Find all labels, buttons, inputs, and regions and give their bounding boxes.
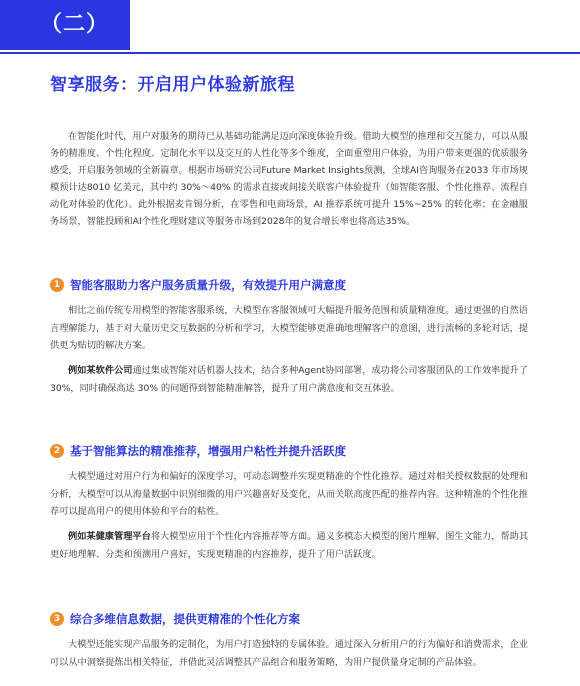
subsection-1-paragraph-1: 相比之前传统专用模型的智能客服系统，大模型在客服领域可大幅提升服务范围和质量精准度。通过更强的自然语言理解能力，基于对大量历史交互数据的分析和学习，大模型能够更准确地理解客户的意图，进行流畅的多轮对话，提供更为贴切的解决方案。	[50, 305, 528, 351]
subsection-heading-1	[50, 276, 346, 294]
section-number-tab: （二）	[0, 0, 130, 50]
number-badge: 1	[50, 278, 64, 292]
subsection-1-paragraph-2	[50, 362, 528, 397]
example-company-lead: 例如某健康管理平台	[68, 531, 151, 542]
page-title: 智享服务：开启用户体验新旅程	[50, 75, 295, 95]
intro-paragraph: 在智能化时代，用户对服务的期待已从基础功能满足迈向深度体验升级。借助大模型的推理和交互能力，可以从服务的精准度、个性化程度、定制化水平以及交互的人性化等多个维度，全面重塑用户体验，为用户带来更强的优质服务感受，开启服务领域的全新篇章。根据市场研究公司Future Market Insights预测，全球AI咨询服务在2033 年市场规模预计达8010 亿美元，其中约 30%～40% 的需求直接或间接关联客户体验提升（如智能客服、个性化推荐、流程自动化对体验的优化）。此外根据麦肯锡分析，在零售和电商场景，AI 推荐系统可提升 15%~25% 的转化率；在金融服务场景，智能投顾和AI个性化理财建议等服务市场到2028年的复合增长率也将高达35%。	[50, 131, 528, 227]
example-text: 通过集成智能对话机器人技术，结合多种Agent协同部署，成功将公司客服团队的工作效率提升了 30%，同时确保高达 30% 的问题得到智能精准解答，提升了用户满意度和交互体验。	[50, 365, 528, 394]
number-badge: 3	[50, 612, 64, 626]
subsection-heading-text: 智能客服助力客户服务质量升级，有效提升用户满意度	[70, 278, 346, 292]
example-company-lead: 例如某软件公司	[68, 365, 133, 376]
number-badge: 2	[50, 444, 64, 458]
subsection-heading-2	[50, 442, 346, 460]
subsection-heading-3	[50, 610, 300, 628]
subsection-heading-text: 基于智能算法的精准推荐，增强用户粘性并提升活跃度	[70, 444, 346, 458]
section-divider	[0, 52, 580, 54]
subsection-2-paragraph-1: 大模型通过对用户行为和偏好的深度学习，可动态调整并实现更精准的个性化推荐。通过对相关授权数据的处理和分析，大模型可以从海量数据中识别细微的用户兴趣喜好及变化，从而关联高度匹配的推荐内容。这种精准的个性化推荐可以提高用户的使用体验和平台的粘性。	[50, 471, 528, 517]
subsection-2-paragraph-2	[50, 528, 528, 563]
example-text: 将大模型应用于个性化内容推荐等方面。通义多模态大模型的图片理解、图生文能力，帮助其更好地理解、分类和预测用户喜好，实现更精准的内容推荐，提升了用户活跃度。	[50, 531, 529, 560]
subsection-3-paragraph-1: 大模型还能实现产品服务的定制化，为用户打造独特的专属体验。通过深入分析用户的行为偏好和消费需求，企业可以从中洞察提炼出相关特征，并借此灵活调整其产品组合和服务策略，为用户提供量身定制的产品体验。	[50, 639, 528, 668]
subsection-heading-text: 综合多维信息数据，提供更精准的个性化方案	[70, 612, 300, 626]
